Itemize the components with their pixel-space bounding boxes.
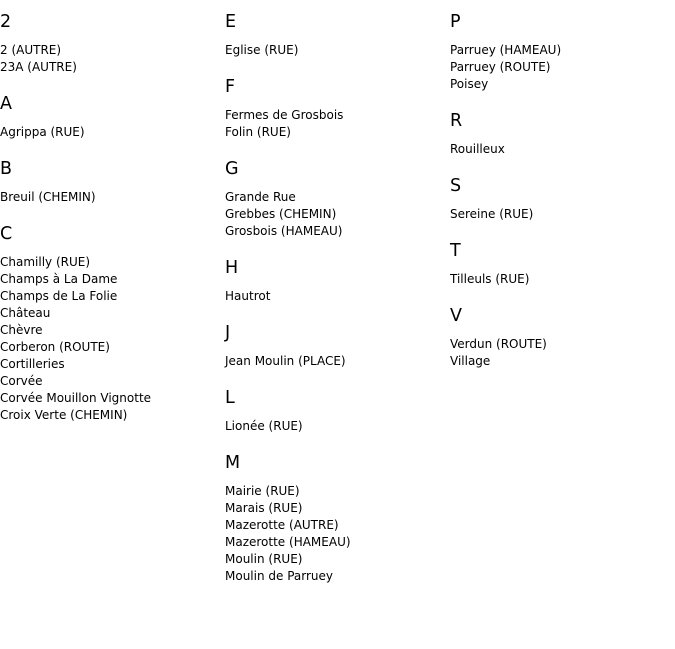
street-link[interactable]: Château (0, 306, 51, 320)
street-link[interactable]: Parruey (HAMEAU) (450, 43, 562, 57)
letter-heading: J (225, 323, 231, 343)
street-link[interactable]: Chèvre (0, 323, 43, 337)
letter-heading: G (225, 159, 239, 179)
street-link[interactable]: Grosbois (HAMEAU) (225, 224, 343, 238)
index-column (225, 11, 445, 602)
street-link[interactable]: Hautrot (225, 289, 271, 303)
street-link[interactable]: Cortilleries (0, 357, 65, 371)
letter-heading: H (225, 258, 239, 278)
street-link[interactable]: Fermes de Grosbois (225, 108, 344, 122)
letter-group (225, 76, 445, 141)
letter-group (450, 305, 670, 370)
street-link[interactable]: Chamilly (RUE) (0, 255, 91, 269)
street-link[interactable]: Mazerotte (AUTRE) (225, 518, 339, 532)
street-link[interactable]: Agrippa (RUE) (0, 125, 85, 139)
letter-heading: L (225, 388, 235, 408)
letter-group (0, 223, 220, 424)
letter-heading: M (225, 453, 241, 473)
street-link[interactable]: Verdun (ROUTE) (450, 337, 547, 351)
letter-group (225, 11, 445, 59)
street-link[interactable]: Lionée (RUE) (225, 419, 303, 433)
street-link[interactable]: Poisey (450, 77, 489, 91)
letter-heading: F (225, 77, 236, 97)
letter-heading: A (0, 94, 12, 114)
letter-heading: S (450, 176, 462, 196)
letter-group (0, 93, 220, 141)
street-link[interactable]: Moulin de Parruey (225, 569, 333, 583)
letter-heading: B (0, 159, 13, 179)
street-link[interactable]: Breuil (CHEMIN) (0, 190, 96, 204)
street-link[interactable]: Corvée (0, 374, 43, 388)
street-link[interactable]: 23A (AUTRE) (0, 60, 77, 74)
street-link[interactable]: Tilleuls (RUE) (450, 272, 530, 286)
letter-heading: R (450, 111, 463, 131)
street-link[interactable]: Grebbes (CHEMIN) (225, 207, 337, 221)
index-column (0, 11, 220, 441)
street-link[interactable]: Eglise (RUE) (225, 43, 299, 57)
street-link[interactable]: Grande Rue (225, 190, 296, 204)
letter-heading: C (0, 224, 13, 244)
letter-heading: P (450, 12, 461, 32)
letter-heading: V (450, 306, 462, 326)
street-link[interactable]: Village (450, 354, 491, 368)
street-link[interactable]: Moulin (RUE) (225, 552, 303, 566)
street-link[interactable]: Champs à La Dame (0, 272, 118, 286)
street-link[interactable]: Champs de La Folie (0, 289, 118, 303)
street-link[interactable]: Folin (RUE) (225, 125, 291, 139)
letter-group (225, 322, 445, 370)
letter-group (450, 240, 670, 288)
street-link[interactable]: 2 (AUTRE) (0, 43, 62, 57)
letter-group (450, 11, 670, 93)
letter-group (450, 175, 670, 223)
street-link[interactable]: Sereine (RUE) (450, 207, 534, 221)
street-link[interactable]: Corberon (ROUTE) (0, 340, 110, 354)
street-link[interactable]: Jean Moulin (PLACE) (225, 354, 346, 368)
street-link[interactable]: Mazerotte (HAMEAU) (225, 535, 351, 549)
letter-group (0, 11, 220, 76)
letter-heading: E (225, 12, 237, 32)
street-link[interactable]: Rouilleux (450, 142, 505, 156)
letter-heading: T (450, 241, 461, 261)
letter-group (225, 257, 445, 305)
letter-group (450, 110, 670, 158)
letter-group (0, 158, 220, 206)
street-link[interactable]: Corvée Mouillon Vignotte (0, 391, 152, 405)
letter-heading: 2 (0, 12, 12, 32)
letter-group (225, 452, 445, 585)
street-link[interactable]: Mairie (RUE) (225, 484, 300, 498)
letter-group (225, 158, 445, 240)
index-column (450, 11, 670, 387)
letter-group (225, 387, 445, 435)
street-link[interactable]: Croix Verte (CHEMIN) (0, 408, 128, 422)
street-link[interactable]: Parruey (ROUTE) (450, 60, 551, 74)
street-link[interactable]: Marais (RUE) (225, 501, 303, 515)
